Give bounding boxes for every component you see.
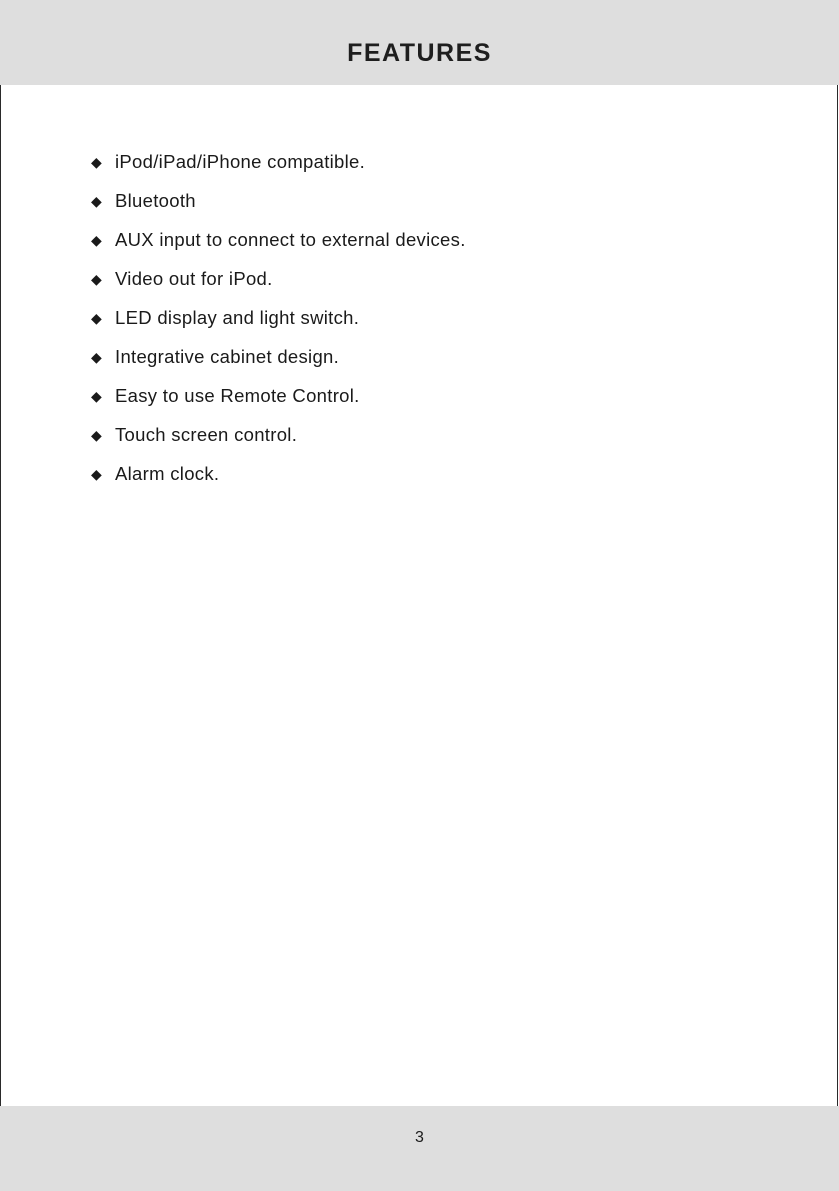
feature-item [91,298,466,337]
feature-text: Alarm clock. [115,462,220,484]
feature-text: Easy to use Remote Control. [115,384,360,406]
diamond-bullet-icon: ◆ [91,270,102,287]
diamond-bullet-icon: ◆ [91,426,102,443]
feature-item [91,181,466,220]
diamond-bullet-icon: ◆ [91,231,102,248]
feature-item [91,259,466,298]
feature-text: LED display and light switch. [115,306,360,328]
feature-text: Video out for iPod. [115,267,273,289]
diamond-bullet-icon: ◆ [91,348,102,365]
page-number: 3 [415,1129,424,1146]
diamond-bullet-icon: ◆ [91,465,102,482]
diamond-bullet-icon: ◆ [91,387,102,404]
feature-item [91,415,466,454]
page-footer [0,1106,839,1191]
feature-text: Integrative cabinet design. [115,345,340,367]
feature-item [91,376,466,415]
features-list [91,142,466,493]
feature-item [91,142,466,181]
feature-item [91,454,466,493]
feature-text: iPod/iPad/iPhone compatible. [115,150,366,172]
page-content [0,85,838,1106]
feature-item [91,337,466,376]
feature-text: Bluetooth [115,189,196,211]
feature-text: Touch screen control. [115,423,298,445]
feature-item [91,220,466,259]
feature-text: AUX input to connect to external devices. [115,228,466,250]
diamond-bullet-icon: ◆ [91,309,102,326]
diamond-bullet-icon: ◆ [91,192,102,209]
page-title: FEATURES [347,39,492,67]
diamond-bullet-icon: ◆ [91,153,102,170]
